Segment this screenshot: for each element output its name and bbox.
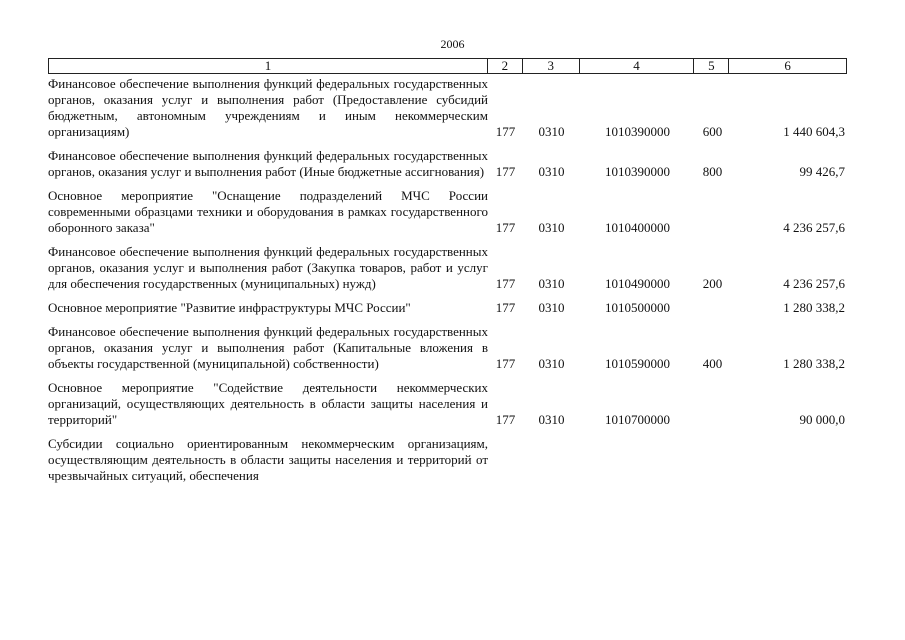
row-amount: 90 000,0	[799, 412, 845, 427]
row-description: Финансовое обеспечение выполнения функций федеральных государственных органов, оказания услуг и выполнения работ (Предоставление субсидий бюджетным, автономным учреждениям и иным некоммерческим организациям)	[48, 76, 488, 139]
row-section-code: 0310	[538, 300, 565, 315]
row-expense-type: 800	[702, 164, 723, 179]
row-amount: 1 440 604,3	[783, 124, 845, 139]
row-amount: 99 426,7	[799, 164, 845, 179]
table-body	[48, 76, 847, 492]
table-row	[48, 380, 847, 428]
row-description: Финансовое обеспечение выполнения функций федеральных государственных органов, оказания услуг и выполнения работ (Капитальные вложения в объекты государственной (муниципальной) собственности)	[48, 324, 488, 371]
row-expense-type: 600	[702, 124, 723, 139]
row-ministry-code: 177	[495, 276, 516, 291]
row-expense-type: 400	[702, 356, 723, 371]
row-ministry-code: 177	[495, 124, 516, 139]
row-ministry-code: 177	[495, 300, 516, 315]
row-section-code: 0310	[538, 356, 565, 371]
table-row	[48, 300, 847, 316]
row-target-article: 1010400000	[605, 220, 670, 235]
page-number: 2006	[440, 37, 465, 51]
row-description: Финансовое обеспечение выполнения функций федеральных государственных органов, оказания услуг и выполнения работ (Закупка товаров, работ и услуг для обеспечения государственных (муниципальных) нужд)	[48, 244, 488, 291]
row-ministry-code: 177	[495, 356, 516, 371]
row-amount: 4 236 257,6	[783, 276, 845, 291]
row-description: Основное мероприятие "Содействие деятельности некоммерческих организаций, осуществляющих деятельность в области защиты населения и территорий"	[48, 380, 488, 427]
row-target-article: 1010590000	[605, 356, 670, 371]
row-ministry-code: 177	[495, 412, 516, 427]
row-section-code: 0310	[538, 276, 565, 291]
column-header-5: 5	[694, 59, 729, 73]
column-header-1: 1	[49, 59, 488, 73]
row-target-article: 1010390000	[605, 124, 670, 139]
row-target-article: 1010700000	[605, 412, 670, 427]
table-row	[48, 244, 847, 292]
row-amount: 1 280 338,2	[783, 300, 845, 315]
table-row	[48, 324, 847, 372]
table-row	[48, 148, 847, 180]
table-header	[48, 58, 847, 74]
table-row	[48, 188, 847, 236]
column-header-4: 4	[580, 59, 695, 73]
row-ministry-code: 177	[495, 164, 516, 179]
row-description: Основное мероприятие "Оснащение подразделений МЧС России современными образцами техники и оборудования в рамках государственного оборонного заказа"	[48, 188, 488, 235]
column-header-3: 3	[523, 59, 580, 73]
row-target-article: 1010390000	[605, 164, 670, 179]
row-section-code: 0310	[538, 124, 565, 139]
row-target-article: 1010500000	[605, 300, 670, 315]
table-row	[48, 76, 847, 140]
row-amount: 1 280 338,2	[783, 356, 845, 371]
row-description: Субсидии социально ориентированным некоммерческим организациям, осуществляющим деятельность в области защиты населения и территорий от чрезвычайных ситуаций, обеспечения	[48, 436, 488, 483]
row-expense-type: 200	[702, 276, 723, 291]
table-row	[48, 436, 847, 484]
column-header-2: 2	[488, 59, 523, 73]
row-section-code: 0310	[538, 220, 565, 235]
row-description: Финансовое обеспечение выполнения функций федеральных государственных органов, оказания услуг и выполнения работ (Иные бюджетные ассигнования)	[48, 148, 488, 179]
row-ministry-code: 177	[495, 220, 516, 235]
row-section-code: 0310	[538, 164, 565, 179]
row-target-article: 1010490000	[605, 276, 670, 291]
column-header-6: 6	[784, 58, 791, 73]
row-amount: 4 236 257,6	[783, 220, 845, 235]
row-section-code: 0310	[538, 412, 565, 427]
row-description: Основное мероприятие "Развитие инфраструктуры МЧС России"	[48, 300, 411, 315]
